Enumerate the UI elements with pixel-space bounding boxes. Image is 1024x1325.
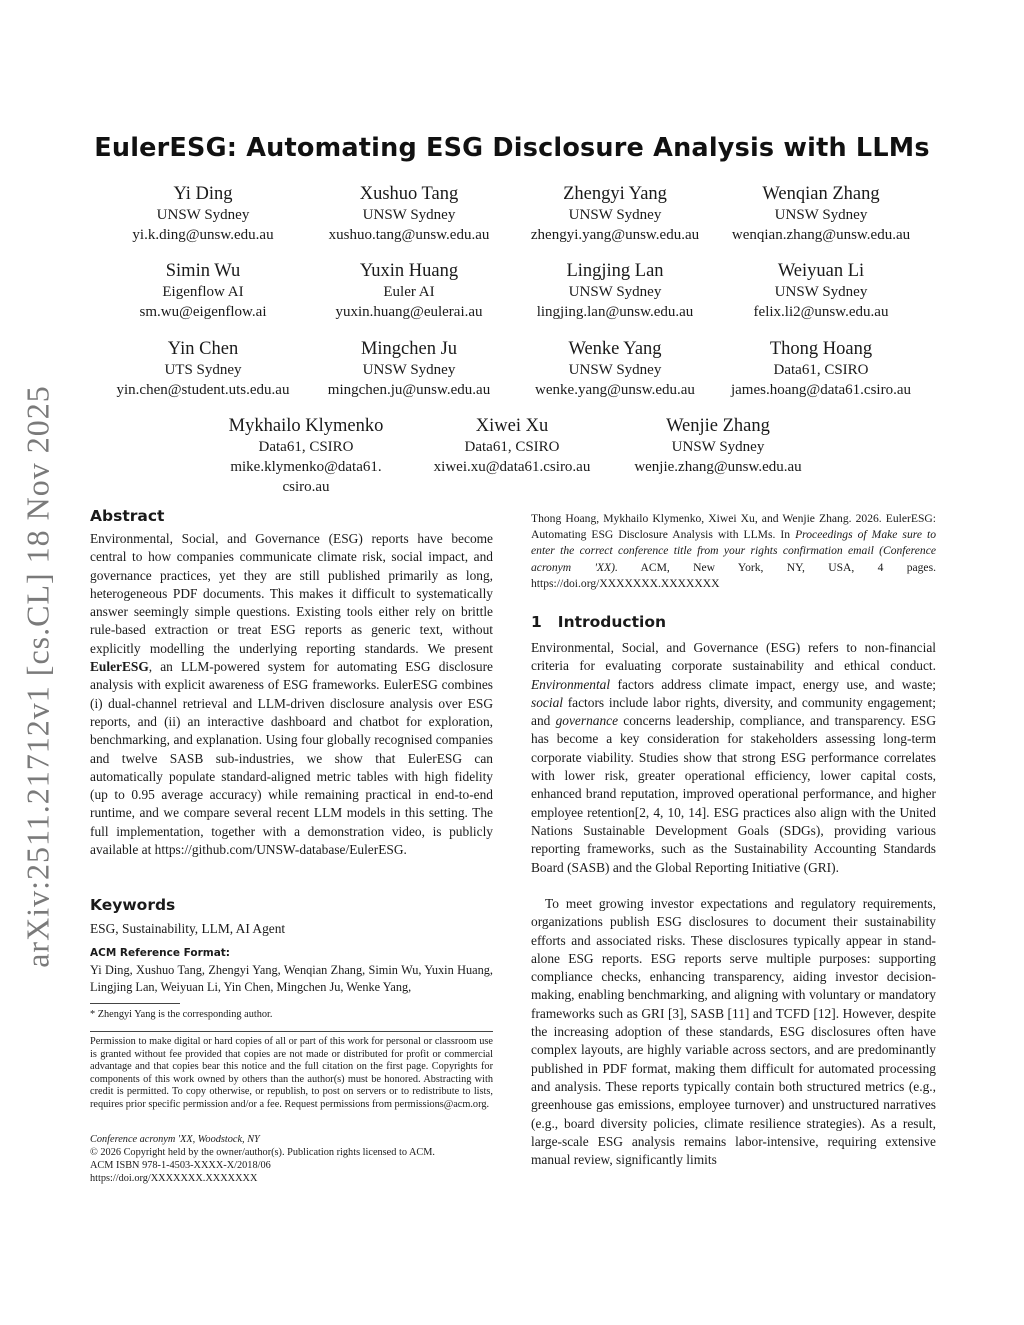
author-block <box>510 183 720 245</box>
author-affiliation: UNSW Sydney <box>156 207 250 223</box>
emphasis: social <box>531 694 563 710</box>
author-block <box>304 183 514 245</box>
text-part: concerns leadership, compliance, and transparency. ESG has become a key consideration for stakeholders assessing long-term corporate viability. Studies show that strong ESG performance correlates with lower risk, greater operational efficiency, lower capital costs, enhanced brand reputation, improved operational performance, and higher employee retention[2, 4, 10, 14]. ESG practices also align with the United Nations Sustainable Development Goals (SDGs), providing various reporting frameworks, such as the Sustainability Accounting Standards Board (SASB) and the Global Reporting Initiative (GRI). <box>531 713 937 875</box>
author-name: Yuxin Huang <box>359 261 459 281</box>
isbn: ACM ISBN 978-1-4503-XXXX-X/2018/06 <box>90 1160 271 1171</box>
author-block <box>94 338 312 400</box>
text-part: Environmental, Social, and Governance (ESG) refers to non-financial criteria for evaluating corporate sustainability and ethical conduct. <box>531 640 936 674</box>
author-email: lingjing.lan@unsw.edu.au <box>536 304 694 320</box>
author-name: Mykhailo Klymenko <box>228 416 384 436</box>
abstract-text-part: , an LLM-powered system for automating ESG disclosure analysis with explicit awareness of ESG frameworks. EulerESG combines (i) dual-channel retrieval and LLM-driven disclosure analysis over ESG reports, and (ii) an interactive dashboard and chatbot for exploration, benchmarking, and explanation. Using four globally recognised companies and twelve SASB sub-industries, we show that EulerESG can automatically populate standard-aligned metric tables with high fidelity (up to 0.95 average accuracy) while remaining practical in end-to-end runtime, and we compare several recent LLM models in this setting. The full implementation, together with a demonstration video, is publicly available at https://github.com/UNSW-database/EulerESG. <box>90 659 493 858</box>
abstract-text <box>90 530 493 859</box>
author-name: Xiwei Xu <box>475 416 549 436</box>
author-block <box>304 338 514 400</box>
author-name: Wenjie Zhang <box>666 416 770 436</box>
emphasis: Environmental <box>531 676 611 692</box>
author-name: Yin Chen <box>167 339 239 359</box>
reference-part: ACM, New York, NY, USA, 4 pages. https://doi.org/XXXXXXX.XXXXXXX <box>531 560 936 590</box>
author-block <box>510 338 720 400</box>
arxiv-identifier: arXiv:2511.21712v1 [cs.CL] 18 Nov 2025 <box>19 385 56 968</box>
author-affiliation: Euler AI <box>383 284 435 300</box>
author-affiliation: UNSW Sydney <box>362 362 456 378</box>
keywords-heading: Keywords <box>90 896 176 914</box>
section-title: Introduction <box>557 613 667 631</box>
intro-paragraph-2: To meet growing investor expectations and regulatory requirements, organizations publish ESG disclosures to document their sustainability efforts and associated risks. These disclosures typically appear in stand-alone ESG reports. ESG reports serve multiple purposes: supporting compliance checks, enhancing transparency, aiding investor decision-making, enabling benchmarking, and aligning with voluntary or mandatory frameworks such as GRI [3], SASB [11] and TCFD [12]. However, despite the increasing adoption of these standards, ESG disclosures often have complex layouts, are highly variable across sectors, and are predominantly published in PDF format, making them difficult for automated processing and analysis. These reports typically contain both structured metrics (e.g., greenhouse gas emissions, employee turnover) and unstructured narratives (e.g., board diversity policies, climate resilience strategies). As a result, large-scale ESG analysis remains labor-intensive, requiring extensive manual review, significantly limits <box>531 896 936 1168</box>
copyright-notice: © 2026 Copyright held by the owner/author(s). Publication rights licensed to ACM. <box>90 1147 436 1158</box>
author-affiliation: UNSW Sydney <box>568 284 662 300</box>
intro-paragraph-1 <box>531 639 936 877</box>
doi: https://doi.org/XXXXXXX.XXXXXXX <box>90 1173 258 1184</box>
author-name: Zhengyi Yang <box>563 184 667 204</box>
author-affiliation: Data61, CSIRO <box>773 362 869 378</box>
author-block <box>712 338 930 400</box>
author-email: yi.k.ding@unsw.edu.au <box>132 227 274 243</box>
author-email-continued: csiro.au <box>282 479 330 495</box>
permission-notice: Permission to make digital or hard copies of all or part of this work for personal or classroom use is granted without fee provided that copies are not made or distributed for profit or commercial advantage and that copies bear this notice and the full citation on the first page. Copyrights for components of this work owned by others than the author(s) must be honored. Abstracting with credit is permitted. To copy otherwise, or republish, to post on servers or to redistribute to lists, requires prior specific permission and/or a fee. Request permissions from permissions@acm.org. <box>90 1036 493 1110</box>
author-email: xushuo.tang@unsw.edu.au <box>328 227 490 243</box>
footnote: * Zhengyi Yang is the corresponding author. <box>90 1009 273 1020</box>
author-email: mike.klymenko@data61. <box>230 459 382 475</box>
section-number: 1 <box>531 613 542 631</box>
author-affiliation: Data61, CSIRO <box>258 439 354 455</box>
author-affiliation: UNSW Sydney <box>774 284 868 300</box>
author-block <box>201 415 411 497</box>
proceedings-title: Proceedings of Make sure to enter the correct conference title from your rights confirmation email (Conference acronym 'XX). <box>531 528 936 574</box>
author-email: sm.wu@eigenflow.ai <box>139 304 267 320</box>
acm-reference-text: Yi Ding, Xushuo Tang, Zhengyi Yang, Wenqian Zhang, Simin Wu, Yuxin Huang, Lingjing Lan, Weiyuan Li, Yin Chen, Mingchen Ju, Wenke Yang, <box>90 963 493 994</box>
acm-reference-heading: ACM Reference Format: <box>90 947 230 959</box>
author-name: Mingchen Ju <box>360 339 458 359</box>
system-name: EulerESG <box>90 659 149 675</box>
author-affiliation: UNSW Sydney <box>362 207 456 223</box>
author-name: Thong Hoang <box>769 339 873 359</box>
author-affiliation: UNSW Sydney <box>568 207 662 223</box>
author-affiliation: UTS Sydney <box>164 362 242 378</box>
author-affiliation: UNSW Sydney <box>568 362 662 378</box>
author-email: xiwei.xu@data61.csiro.au <box>433 459 591 475</box>
text-part: factors address climate impact, energy use, and waste; <box>610 676 936 692</box>
emphasis: governance <box>555 713 619 729</box>
acm-reference-continued <box>531 511 936 592</box>
abstract-text-part: Environmental, Social, and Governance (ESG) reports have become central to how companies communicate climate risk, social impact, and governance practices, yet they are still published primarily as long, heterogeneous PDF documents. This makes it difficult to systematically answer seemingly simple questions. Existing tools either rely on brittle rule-based extraction or treat ESG reports as generic text, without explicitly modelling the underlying reporting standards. We present <box>90 531 493 656</box>
author-name: Yi Ding <box>173 184 233 204</box>
author-name: Simin Wu <box>165 261 241 281</box>
text-part: factors include labor rights, diversity, and community engagement; and <box>531 694 936 729</box>
author-email: wenjie.zhang@unsw.edu.au <box>634 459 802 475</box>
author-block <box>304 260 514 322</box>
abstract-heading: Abstract <box>90 507 165 525</box>
paper-title: EulerESG: Automating ESG Disclosure Analysis with LLMs <box>94 133 930 163</box>
author-email: zhengyi.yang@unsw.edu.au <box>530 227 700 243</box>
footnote-rule <box>90 1003 180 1004</box>
author-email: yuxin.huang@eulerai.au <box>335 304 483 320</box>
author-name: Xushuo Tang <box>359 184 459 204</box>
author-block <box>98 183 308 245</box>
author-affiliation: Eigenflow AI <box>162 284 244 300</box>
reference-part: Thong Hoang, Mykhailo Klymenko, Xiwei Xu, and Wenjie Zhang. 2026. EulerESG: Automating ESG Disclosure Analysis with LLMs. In <box>531 512 936 542</box>
author-block <box>613 415 823 477</box>
intro-heading <box>531 613 666 631</box>
author-email: james.hoang@data61.csiro.au <box>730 382 911 398</box>
author-email: mingchen.ju@unsw.edu.au <box>327 382 491 398</box>
author-affiliation: UNSW Sydney <box>671 439 765 455</box>
author-affiliation: Data61, CSIRO <box>464 439 560 455</box>
author-name: Wenke Yang <box>568 339 662 359</box>
author-block <box>98 260 308 322</box>
author-affiliation: UNSW Sydney <box>774 207 868 223</box>
author-name: Wenqian Zhang <box>762 184 880 204</box>
keywords-text: ESG, Sustainability, LLM, AI Agent <box>90 921 286 936</box>
author-block <box>407 415 617 477</box>
author-email: wenqian.zhang@unsw.edu.au <box>731 227 911 243</box>
author-name: Weiyuan Li <box>777 261 865 281</box>
conference-info: Conference acronym 'XX, Woodstock, NY <box>90 1134 260 1145</box>
author-name: Lingjing Lan <box>566 261 664 281</box>
author-block <box>716 260 926 322</box>
author-block <box>510 260 720 322</box>
author-block <box>716 183 926 245</box>
author-email: felix.li2@unsw.edu.au <box>753 304 889 320</box>
author-email: wenke.yang@unsw.edu.au <box>535 382 695 398</box>
permission-rule <box>90 1031 493 1032</box>
author-email: yin.chen@student.uts.edu.au <box>116 382 290 398</box>
